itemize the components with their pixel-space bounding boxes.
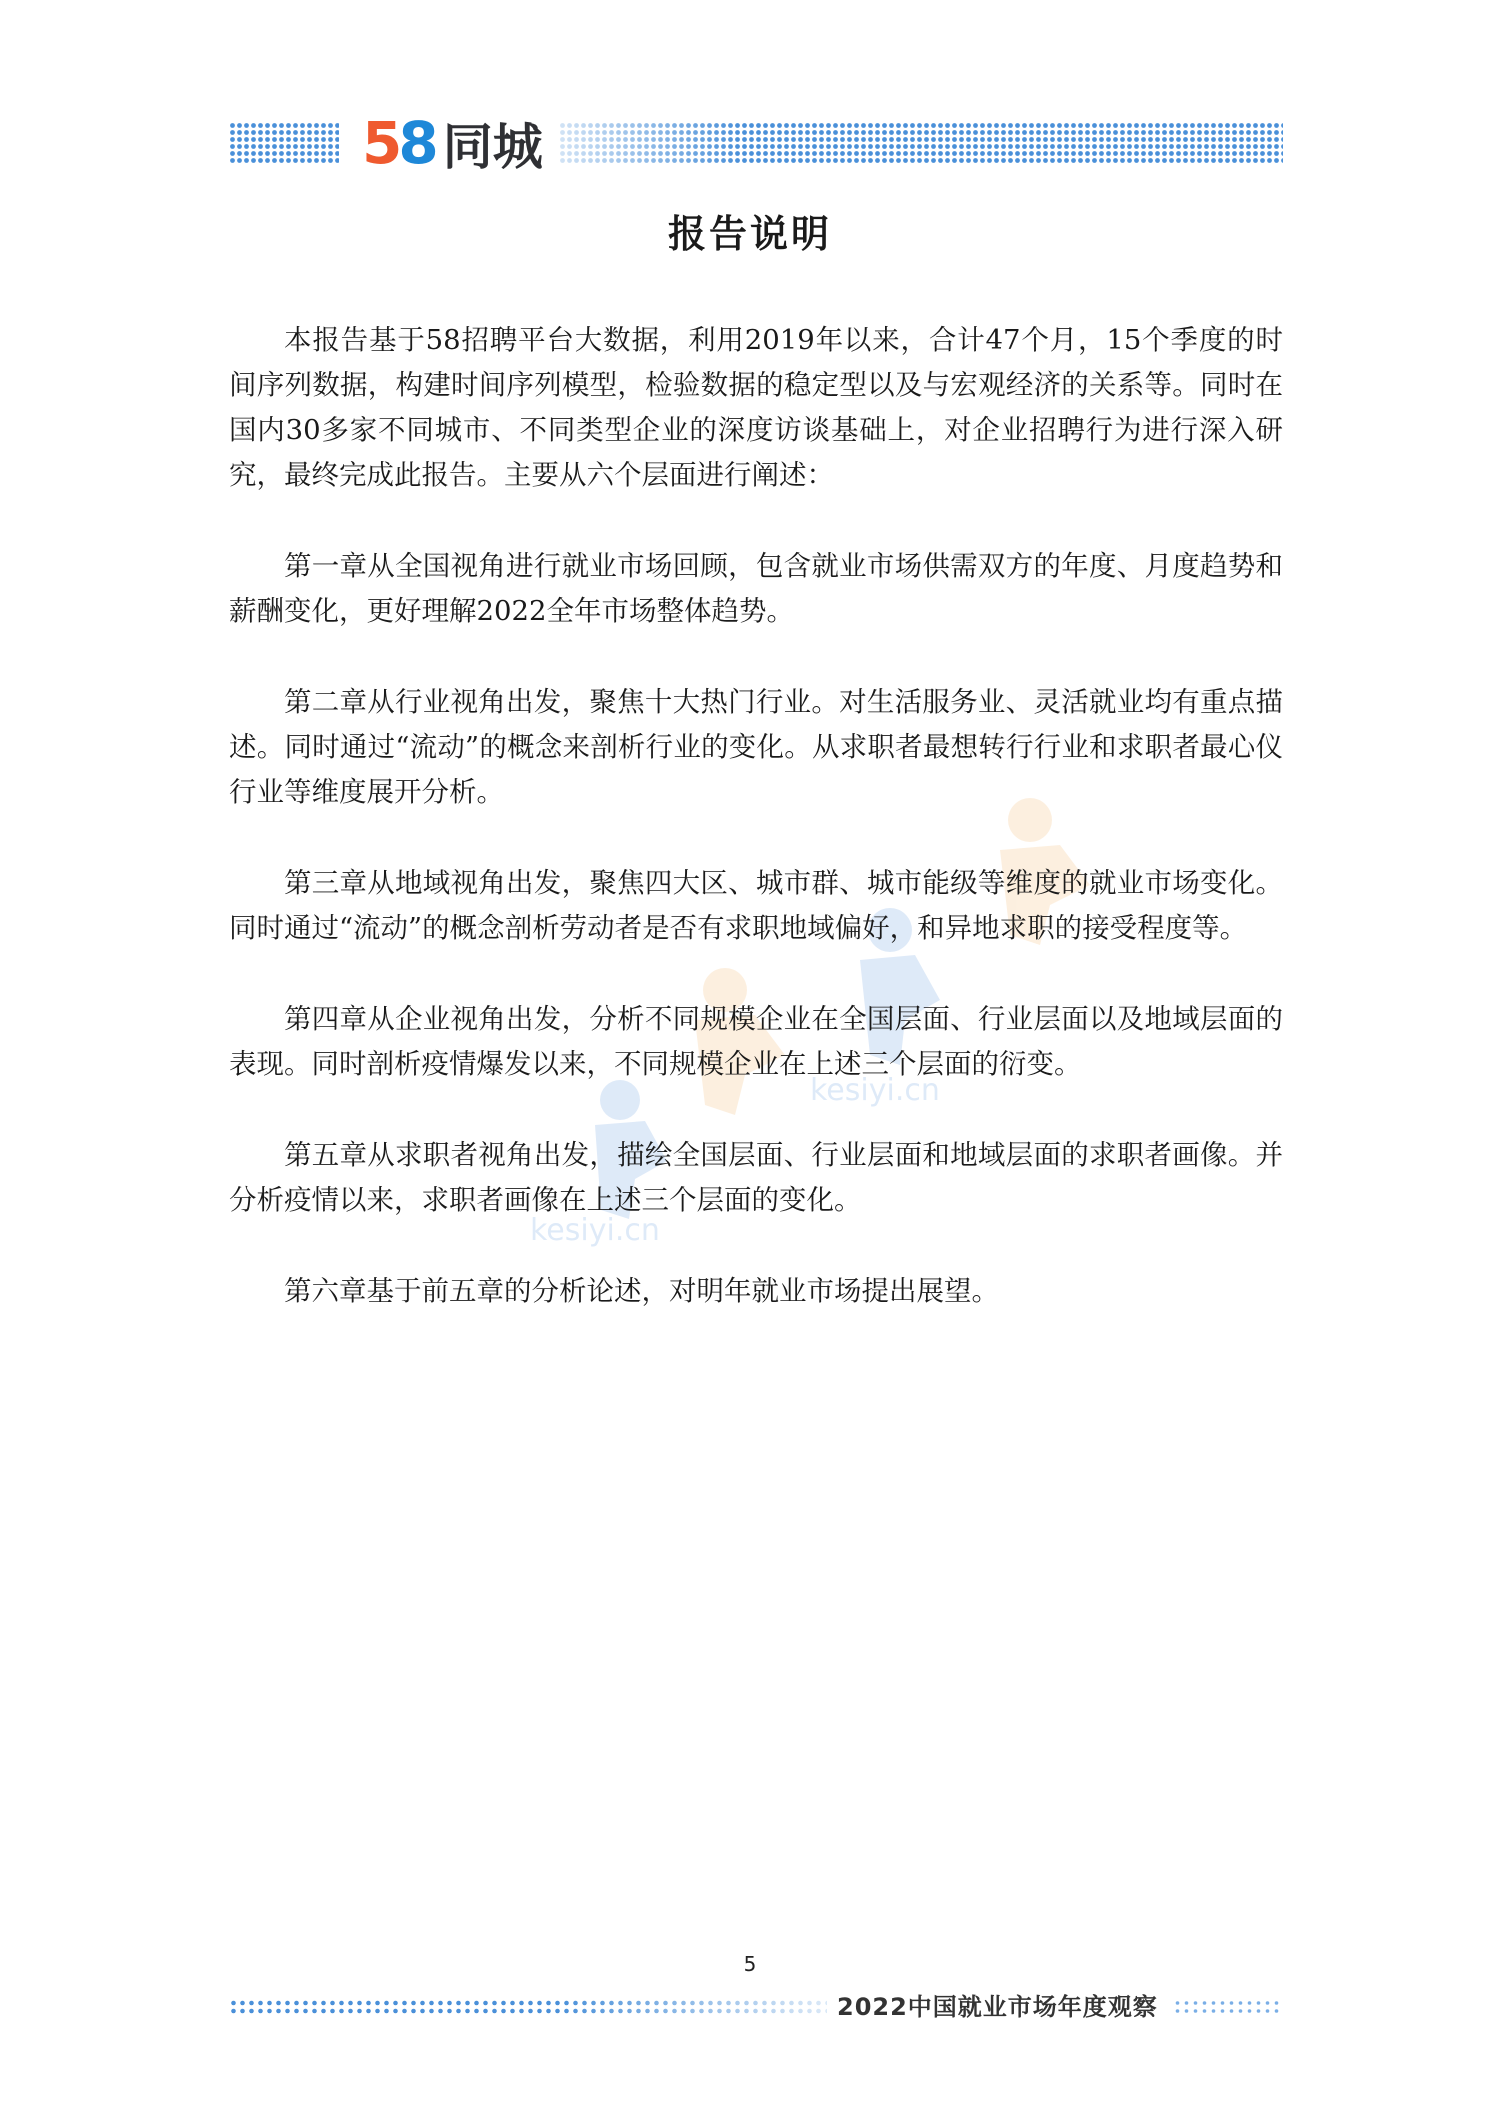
58-tongcheng-logo: 5 8 同城 bbox=[362, 109, 543, 177]
chapter-3-paragraph: 第三章从地域视角出发，聚焦四大区、城市群、城市能级等维度的就业市场变化。同时通过“流动”的概念剖析劳动者是否有求职地域偏好，和异地求职的接受程度等。 bbox=[229, 867, 1283, 944]
intro-paragraph: 本报告基于58招聘平台大数据，利用2019年以来，合计47个月，15个季度的时间序列数据，构建时间序列模型，检验数据的稳定型以及与宏观经济的关系等。同时在国内30多家不同城市、不同类型企业的深度访谈基础上，对企业招聘行为进行深入研究，最终完成此报告。主要从六个层面进行阐述： bbox=[229, 324, 1283, 491]
chapter-4-paragraph: 第四章从企业视角出发，分析不同规模企业在全国层面、行业层面以及地域层面的表现。同时剖析疫情爆发以来，不同规模企业在上述三个层面的衍变。 bbox=[229, 1003, 1283, 1080]
page-number: 5 bbox=[743, 1952, 757, 1976]
chapter-1-paragraph: 第一章从全国视角进行就业市场回顾，包含就业市场供需双方的年度、月度趋势和薪酬变化，更好理解2022全年市场整体趋势。 bbox=[229, 550, 1283, 627]
chapter-5-paragraph: 第五章从求职者视角出发，描绘全国层面、行业层面和地域层面的求职者画像。并分析疫情以来，求职者画像在上述三个层面的变化。 bbox=[229, 1139, 1283, 1216]
page-footer bbox=[229, 1990, 1283, 2024]
chapter-2-paragraph: 第二章从行业视角出发，聚焦十大热门行业。对生活服务业、灵活就业均有重点描述。同时通过“流动”的概念来剖析行业的变化。从求职者最想转行行业和求职者最心仪行业等维度展开分析。 bbox=[229, 686, 1283, 808]
page-header bbox=[229, 109, 1283, 177]
header-dot-pattern-left bbox=[229, 122, 339, 164]
page-title: 报告说明 bbox=[667, 212, 832, 256]
header-dot-pattern-right bbox=[559, 122, 1283, 164]
watermark-text-2: kesiyi.cn bbox=[530, 1213, 660, 1248]
footer-dot-pattern-left bbox=[229, 1999, 827, 2015]
report-body bbox=[229, 318, 1283, 1360]
footer-report-title: 2022中国就业市场年度观察 bbox=[837, 1993, 1158, 2021]
footer-dot-pattern-right bbox=[1173, 1999, 1283, 2015]
watermark-text-1: kesiyi.cn bbox=[810, 1073, 940, 1108]
chapter-6-paragraph: 第六章基于前五章的分析论述，对明年就业市场提出展望。 bbox=[284, 1275, 999, 1307]
